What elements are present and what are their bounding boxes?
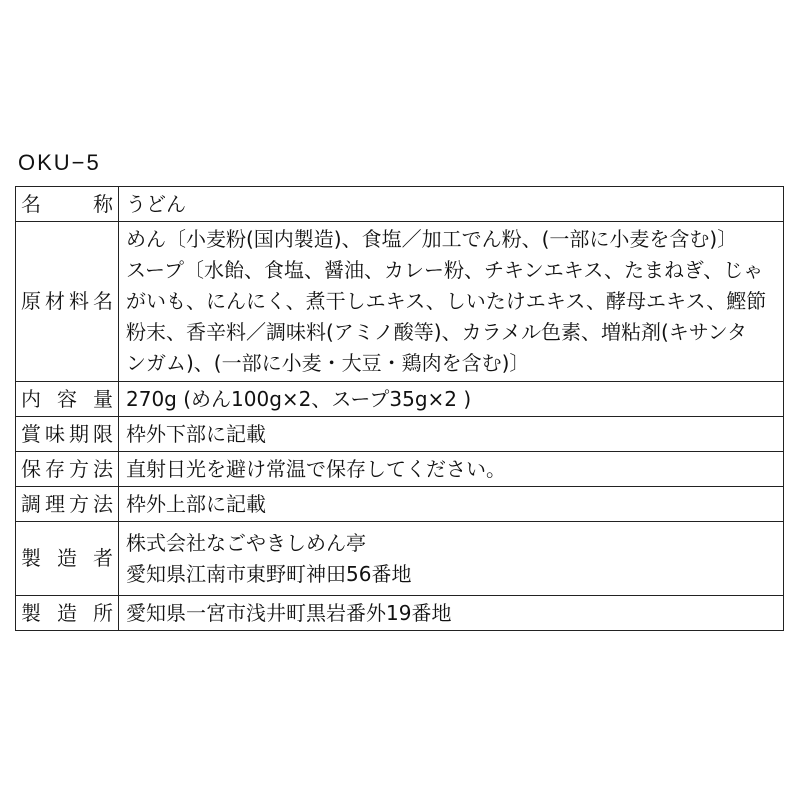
header-best-before: 賞味期限 [16, 417, 119, 452]
value-line: 枠外上部に記載 [126, 491, 266, 516]
value-best-before [119, 417, 784, 452]
value-line: 直射日光を避け常温で保存してください。 [126, 456, 506, 481]
row-cooking [16, 487, 784, 522]
ingredients-line: めん〔小麦粉(国内製造)、食塩／加工でん粉、(一部に小麦を含む)〕 [126, 227, 738, 251]
row-factory [16, 596, 784, 631]
manufacturer-line: 株式会社なごやきしめん亭 [126, 530, 366, 555]
value-line: うどん [126, 191, 186, 216]
header-manufacturer: 製 造 者 [16, 522, 119, 596]
ingredients-line: ンガム)、(一部に小麦・大豆・鶏肉を含む)〕 [126, 351, 530, 375]
value-factory [119, 596, 784, 631]
value-storage [119, 452, 784, 487]
header-product-name: 名 称 [16, 187, 119, 222]
product-code: OKU−5 [18, 150, 101, 175]
value-product-name [119, 187, 784, 222]
row-manufacturer [16, 522, 784, 596]
value-ingredients [119, 222, 784, 382]
header-content-amount: 内 容 量 [16, 382, 119, 417]
ingredients-line: スープ〔水飴、食塩、醤油、カレー粉、チキンエキス、たまねぎ、じゃ [126, 258, 764, 282]
header-factory: 製 造 所 [16, 596, 119, 631]
ingredients-line: がいも、にんにく、煮干しエキス、しいたけエキス、酵母エキス、鰹節 [126, 289, 767, 313]
row-storage [16, 452, 784, 487]
row-content-amount [16, 382, 784, 417]
row-product-name [16, 187, 784, 222]
row-ingredients [16, 222, 784, 382]
value-manufacturer [119, 522, 784, 596]
value-line: 愛知県一宮市浅井町黒岩番外19番地 [126, 600, 452, 625]
food-label-table [15, 186, 784, 631]
value-content-amount [119, 382, 784, 417]
row-best-before [16, 417, 784, 452]
value-line: 270g (めん100g×2、スープ35g×2 ) [126, 386, 472, 411]
manufacturer-line: 愛知県江南市東野町神田56番地 [126, 561, 412, 586]
header-cooking: 調理方法 [16, 487, 119, 522]
header-storage: 保存方法 [16, 452, 119, 487]
value-line: 枠外下部に記載 [126, 421, 266, 446]
header-ingredients: 原材料名 [16, 222, 119, 382]
value-cooking [119, 487, 784, 522]
ingredients-line: 粉末、香辛料／調味料(アミノ酸等)、カラメル色素、増粘剤(キサンタ [126, 320, 748, 344]
